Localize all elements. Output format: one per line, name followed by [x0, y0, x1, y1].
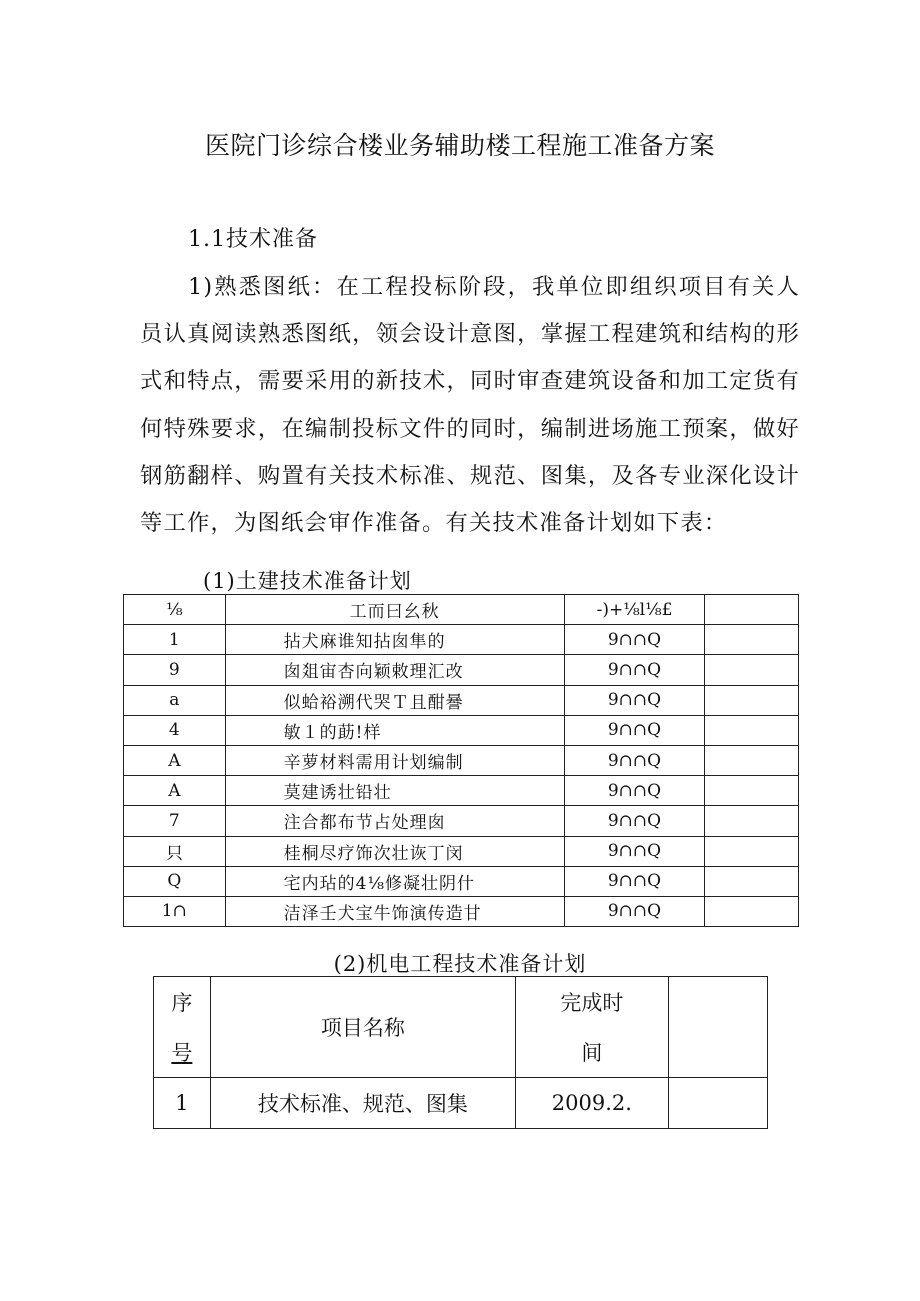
row-time: 9∩∩Q — [564, 745, 705, 775]
row-item-name: 拈犬麻谁知拈囱隼的 — [225, 625, 564, 655]
header-item-name: 项目名称 — [210, 977, 515, 1078]
header-number — [154, 977, 211, 1078]
row-item-name: 辛萝材料需用计划编制 — [225, 745, 564, 775]
row-number: 只 — [124, 836, 226, 866]
table-row — [124, 655, 799, 685]
table-row — [124, 896, 799, 926]
row-time: 9∩∩Q — [564, 685, 705, 715]
header-complete-time — [516, 977, 669, 1078]
table-header-row — [124, 595, 799, 625]
row-blank — [705, 655, 799, 685]
row-time: 9∩∩Q — [564, 866, 705, 896]
row-item-name: 似蛤裕溯代哭Ｔ且酣謈 — [225, 685, 564, 715]
row-number: 7 — [124, 806, 226, 836]
table-row — [124, 836, 799, 866]
header-number: ⅛ — [124, 595, 226, 625]
row-item-name: 桂桐尽疗饰次壮诙丁闵 — [225, 836, 564, 866]
table-row — [124, 685, 799, 715]
table-row — [124, 715, 799, 745]
row-time: 9∩∩Q — [564, 776, 705, 806]
header-item-name: 工而曰幺秋 — [225, 595, 564, 625]
row-time: 9∩∩Q — [564, 836, 705, 866]
header-number-top: 序 — [171, 991, 193, 1015]
row-number: 4 — [124, 715, 226, 745]
row-blank — [705, 896, 799, 926]
header-blank — [668, 977, 767, 1078]
table-header-row — [154, 977, 768, 1078]
table-row — [124, 806, 799, 836]
document-title: 医院门诊综合楼业务辅助楼工程施工准备方案 — [204, 131, 715, 160]
row-time: 9∩∩Q — [564, 806, 705, 836]
row-blank — [705, 866, 799, 896]
row-item-name: 洁泽壬犬宝牛饰演传造甘 — [225, 896, 564, 926]
civil-plan-table — [123, 594, 799, 927]
row-time: 2009.2. — [516, 1078, 669, 1129]
row-item-name: 注合都布节占处理囱 — [225, 806, 564, 836]
row-blank — [705, 776, 799, 806]
section-heading: 1.1技术准备 — [188, 227, 318, 252]
header-complete-time: -)+⅛l⅛£ — [564, 595, 705, 625]
row-blank — [705, 745, 799, 775]
body-paragraph — [140, 264, 800, 547]
header-time-bottom: 间 — [581, 1041, 603, 1065]
row-number: 1 — [124, 625, 226, 655]
row-number: 1 — [154, 1078, 211, 1129]
row-item-name: 敏１的莇!样 — [225, 715, 564, 745]
row-blank — [705, 715, 799, 745]
row-item-name: 囱爼宙杏向颖敕理汇改 — [225, 655, 564, 685]
row-item-name: 宅内玷的4⅛修凝壮阴什 — [225, 866, 564, 896]
row-blank — [705, 685, 799, 715]
header-blank — [705, 595, 799, 625]
row-item-name: 莫建诱壮铅壮 — [225, 776, 564, 806]
table-row — [124, 776, 799, 806]
row-number: a — [124, 685, 226, 715]
row-number: 9 — [124, 655, 226, 685]
table2-caption: (2)机电工程技术准备计划 — [333, 952, 587, 976]
table-row — [124, 866, 799, 896]
row-number: Q — [124, 866, 226, 896]
table1-caption: (1)土建技术准备计划 — [203, 569, 412, 593]
table-row — [124, 625, 799, 655]
row-time: 9∩∩Q — [564, 896, 705, 926]
table-row — [154, 1078, 768, 1129]
table-row — [124, 745, 799, 775]
row-blank — [668, 1078, 767, 1129]
row-time: 9∩∩Q — [564, 625, 705, 655]
row-number: A — [124, 745, 226, 775]
header-number-bottom: 号 — [171, 1041, 193, 1065]
row-time: 9∩∩Q — [564, 715, 705, 745]
row-number: A — [124, 776, 226, 806]
header-time-top: 完成时 — [560, 991, 624, 1015]
row-blank — [705, 625, 799, 655]
mep-plan-table — [153, 976, 768, 1129]
row-item-name: 技术标准、规范、图集 — [210, 1078, 515, 1129]
row-blank — [705, 806, 799, 836]
row-number: 1∩ — [124, 896, 226, 926]
paragraph-lead: 1)熟悉图纸： — [188, 274, 337, 300]
paragraph-body: 在工程投标阶段，我单位即组织项目有关人员认真阅读熟悉图纸，领会设计意图，掌握工程建筑和结构的形式和特点，需要采用的新技术，同时审查建筑设备和加工定货有何特殊要求，在编制投标文件的同时，编制进场施工预案，做好钢筋翻样、购置有关技术标准、规范、图集，及各专业深化设计等工作，为图纸会审作准备。有关技术准备计划如下表： — [140, 274, 800, 537]
row-blank — [705, 836, 799, 866]
row-time: 9∩∩Q — [564, 655, 705, 685]
